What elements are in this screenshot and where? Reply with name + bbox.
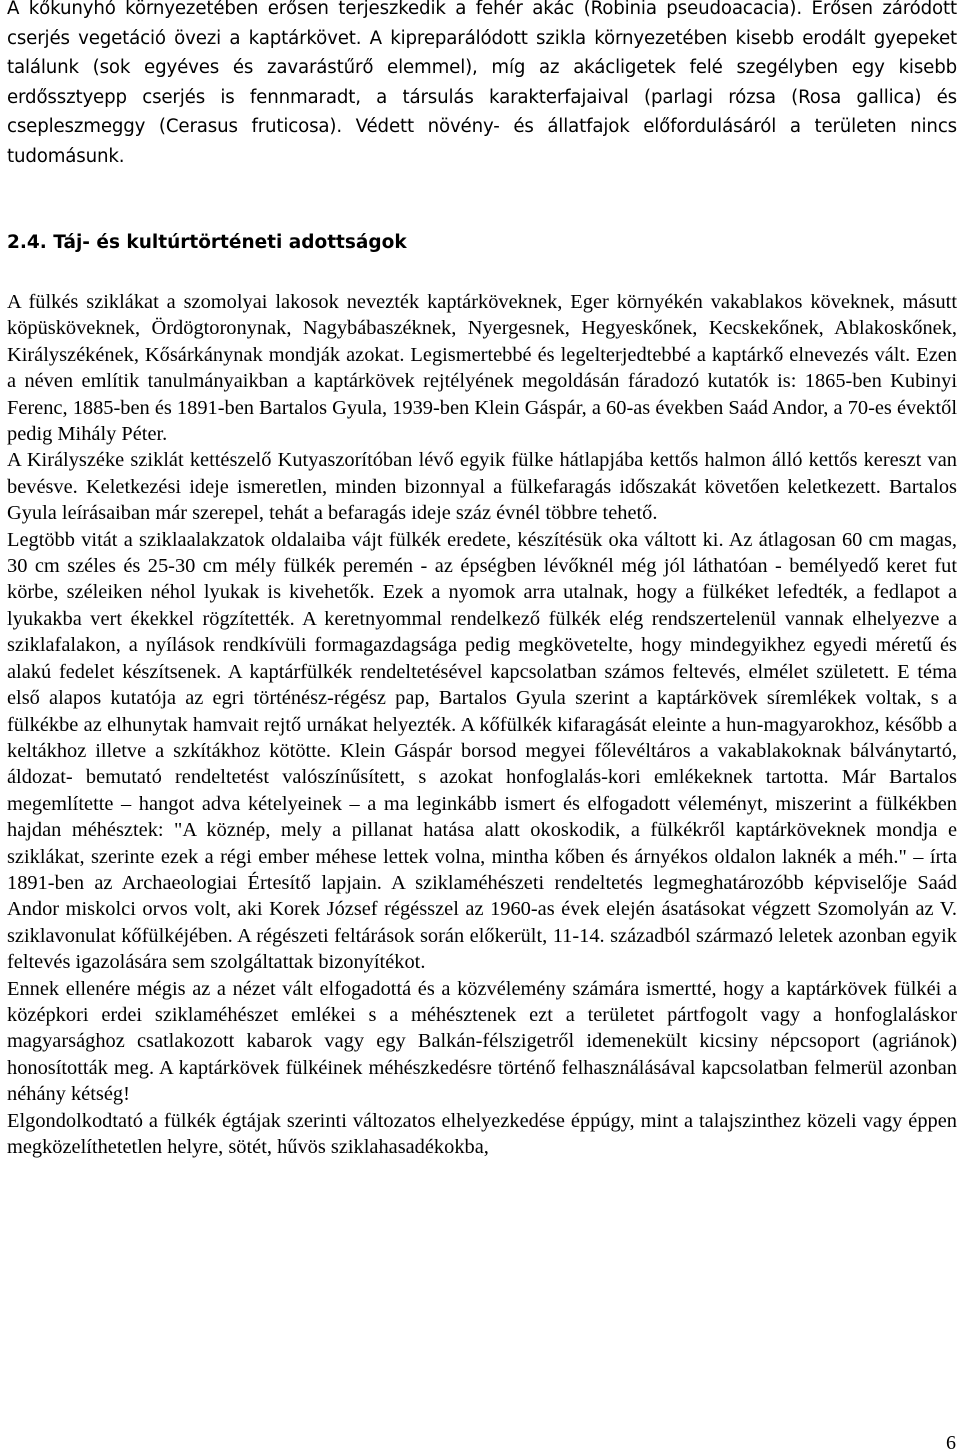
intro-paragraph: A kőkunyhó környezetében erősen terjeszkedik a fehér akác (Robinia pseudoacacia). Erősen záródott cserjés vegetáció övezi a kaptárkövet. A kipreparálódott szikla környezetében kisebb erodált gyepeket találunk (sok egyéves és zavarástűrő elemmel), míg az akácligetek felé szegélyben egy kisebb erdőssztyepp cserjés is fennmaradt, a társulás karakterfajaival (parlagi rózsa (Rosa gallica) és csepleszmeggy (Cerasus fruticosa). Védett növény- és állatfajok előfordulásáról a területen nincs tudomásunk. [7, 0, 957, 167]
section-heading: 2.4. Táj- és kultúrtörténeti adottságok [7, 232, 407, 253]
section-body [7, 289, 957, 1160]
body-paragraph-cross: A Királyszéke sziklát kettészelő Kutyaszorítóban lévő egyik fülke hátlapjába kettős halmon álló kettős kereszt van bevésve. Keletkezési ideje ismeretlen, minden bizonnyal a fülkefaragás időszakát követően keletkezett. Bartalos Gyula leírásaiban már szerepel, tehát a befaragás ideje száz évnél többre tehető. [7, 449, 957, 525]
page-number: 6 [946, 1432, 956, 1454]
body-paragraph-orientation: Elgondolkodtató a fülkék égtájak szerinti változatos elhelyezkedése éppúgy, mint a talajszinthez közeli vagy éppen megközelíthetetlen helyre, sötét, hűvös sziklahasadékokba, [7, 1109, 957, 1158]
body-paragraph-beekeeping: Ennek ellenére mégis az a nézet vált elfogadottá és a közvélemény számára ismertté, hogy a kaptárkövek fülkéi a középkori erdei sziklaméhészet emlékei s a méhésztenek ezt a területet pártfogolt vagy a honfoglaláskor magyarsághoz csatlakozott kabarok vagy egy Balkán-félszigetről idemenekült kicsiny népcsoport (agriánok) honosították meg. A kaptárkövek fülkéinek méhészkedésre történő felhasználásával kapcsolatban felmerül azonban néhány kétség! [7, 977, 957, 1106]
body-paragraph-names: A fülkés sziklákat a szomolyai lakosok nevezték kaptárköveknek, Eger környékén vakablakos köveknek, másutt köpüsköveknek, Ördögtoronynak, Nagybábaszéknek, Nyergesnek, Hegyeskőnek, Kecskekőnek, Ablakoskőnek, Királyszékének, Kősárkánynak mondják azokat. Legismertebbé és legelterjedtebbé a kaptárkő elnevezés vált. Ezen a néven említik tanulmányaikban a kaptárkövek rejtélyének megoldásán fáradozó kutatók is: 1865-ben Kubinyi Ferenc, 1885-ben és 1891-ben Bartalos Gyula, 1939-ben Klein Gáspár, a 60-as években Saád Andor, a 70-es évektől pedig Mihály Péter. [7, 291, 957, 446]
body-paragraph-niches: Legtöbb vitát a sziklaalakzatok oldalaiba vájt fülkék eredete, készítésük oka váltott ki. Az átlagosan 60 cm magas, 30 cm széles és 25-30 cm mély fülkék peremén - az épségben lévőknél még jól láthatóan - bemélyedő keret fut körbe, széleiken néhol lyukak is kivehetők. Ezek a nyomok arra utalnak, hogy a fülkéket lefedték, a fedlapot a lyukakba vert ékekkel rögzítették. A keretnyommal rendelkező fülkék elég rendszertelenül vannak elhelyezve a sziklafalakon, a nyílások rendkívüli formagazdagsága pedig megkövetelte, hogy mindegyikhez egyedi méretű és alakú fedelet készítsenek. A kaptárfülkék rendeltetésével kapcsolatban számos feltevés, elmélet született. E téma első alapos kutatója az egri történész-régész pap, Bartalos Gyula szerint a kaptárkövek síremlékek voltak, s a fülkékbe az elhunytak hamvait rejtő urnákat helyezték. A kőfülkék kifaragását eleinte a hun-magyarokhoz, később a keltákhoz illetve a szkítákhoz kötötte. Klein Gáspár borsod megyei főlevéltáros a vakablakoknak bálványtartó, áldozat- bemutató rendeltetést valószínűsített, s azokat honfoglalás-kori emlékeknek tartotta. Már Bartalos megemlítette – hangot adva kételyeinek – a ma leginkább ismert és elfogadott véleményt, miszerint a fülkékben hajdan méhésztek: "A köznép, mely a pillanat hatása alatt okoskodik, a fülkékről kaptárköveknek mondja e sziklákat, szerinte ezek a régi ember méhese lettek volna, mintha kőben és árnyékos oldalon laknék a méh." – írta 1891-ben az Archaeologiai Értesítő lapjain. A sziklaméhészeti rendeltetés legmeghatározóbb képviselője Saád Andor miskolci orvos volt, aki Korek József régésszel az 1960-as évek elején ásatásokat végzett Szomolyán az V. sziklavonulat kőfülkéjében. A régészeti feltárások során előkerült, 11-14. századból származó leletek azonban egyik feltevés igazolására sem szolgáltattak bizonyítékot. [7, 528, 957, 974]
